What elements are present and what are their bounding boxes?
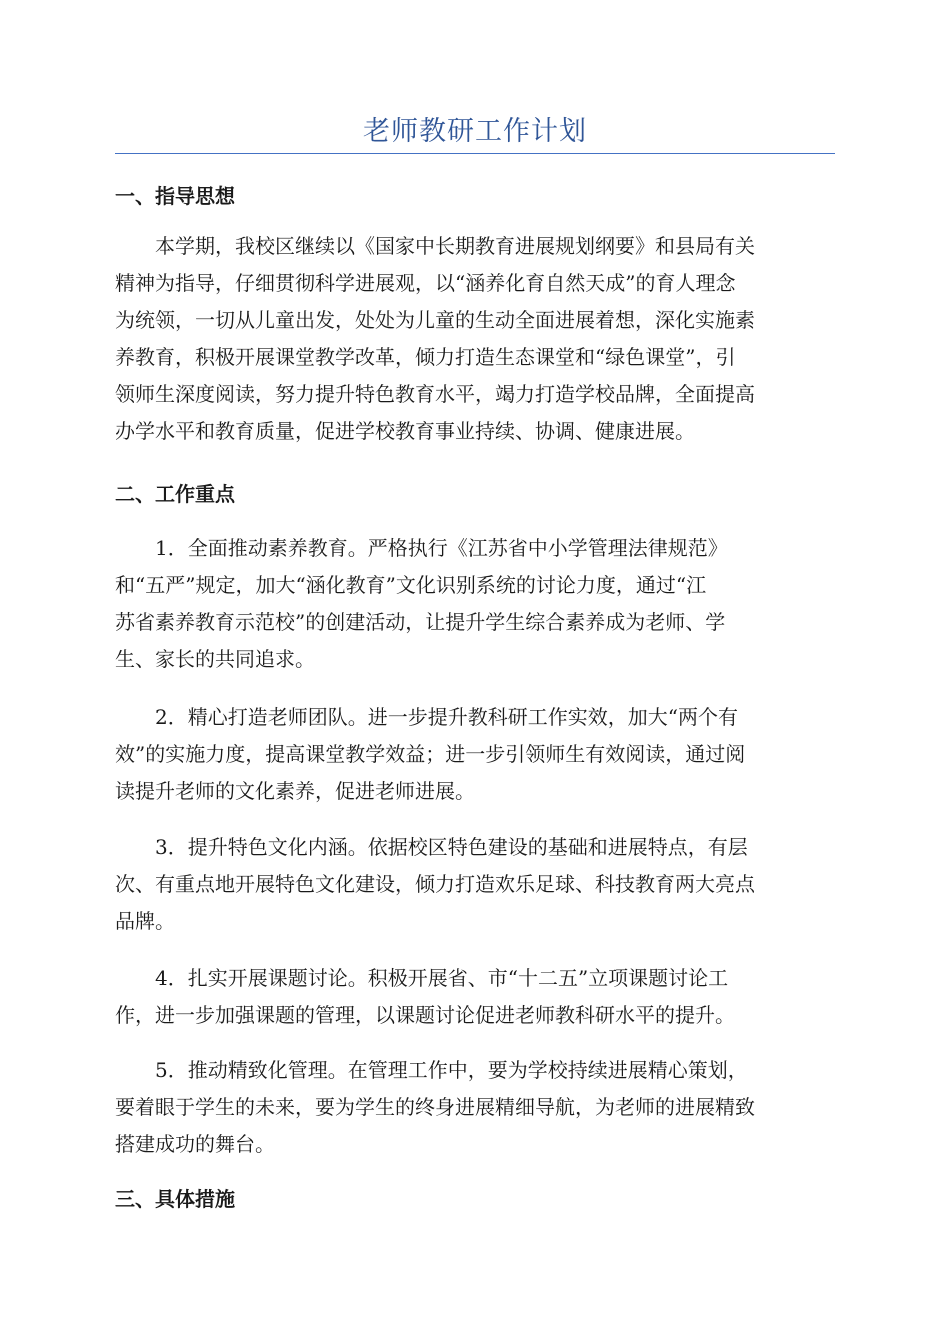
paragraph-focus-3 [115,829,835,940]
paragraph-line: 为统领，一切从儿童出发，处处为儿童的生动全面进展着想，深化实施素 [115,308,755,332]
paragraph-line: 领师生深度阅读，努力提升特色教育水平，竭力打造学校品牌，全面提高 [115,382,755,406]
paragraph-focus-5 [115,1052,835,1163]
paragraph-line: 次、有重点地开展特色文化建设，倾力打造欢乐足球、科技教育两大亮点 [115,872,755,896]
paragraph-line: 1．全面推动素养教育。严格执行《江苏省中小学管理法律规范》 [115,536,728,560]
document-title: 老师教研工作计划 [363,116,587,147]
paragraph-line: 3．提升特色文化内涵。依据校区特色建设的基础和进展特点，有层 [115,835,748,859]
paragraph-line: 和“五严”规定，加大“涵化教育”文化识别系统的讨论力度，通过“江 [115,573,707,597]
paragraph-guiding-ideology [115,228,835,450]
paragraph-focus-1 [115,530,835,678]
title-underline [115,153,835,154]
section-heading-guiding-ideology: 一、指导思想 [115,184,235,208]
paragraph-line: 精神为指导，仔细贯彻科学进展观，以“涵养化育自然天成”的育人理念 [115,271,736,295]
paragraph-line: 办学水平和教育质量，促进学校教育事业持续、协调、健康进展。 [115,419,695,443]
paragraph-line: 本学期，我校区继续以《国家中长期教育进展规划纲要》和县局有关 [115,234,755,258]
paragraph-line: 2．精心打造老师团队。进一步提升教科研工作实效，加大“两个有 [115,705,738,729]
paragraph-focus-4 [115,960,835,1034]
paragraph-line: 品牌。 [115,909,175,933]
paragraph-line: 搭建成功的舞台。 [115,1132,275,1156]
paragraph-line: 苏省素养教育示范校”的创建活动，让提升学生综合素养成为老师、学 [115,610,726,634]
paragraph-line: 读提升老师的文化素养，促进老师进展。 [115,779,475,803]
paragraph-line: 要着眼于学生的未来，要为学生的终身进展精细导航，为老师的进展精致 [115,1095,755,1119]
paragraph-line: 生、家长的共同追求。 [115,647,315,671]
paragraph-line: 作，进一步加强课题的管理，以课题讨论促进老师教科研水平的提升。 [115,1003,735,1027]
section-heading-specific-measures: 三、具体措施 [115,1187,235,1211]
paragraph-line: 效”的实施力度，提高课堂教学效益；进一步引领师生有效阅读，通过阅 [115,742,746,766]
section-heading-work-focus: 二、工作重点 [115,482,235,506]
paragraph-line: 5．推动精致化管理。在管理工作中，要为学校持续进展精心策划， [115,1058,748,1082]
paragraph-line: 养教育，积极开展课堂教学改革，倾力打造生态课堂和“绿色课堂”，引 [115,345,736,369]
paragraph-focus-2 [115,699,835,810]
paragraph-line: 4．扎实开展课题讨论。积极开展省、市“十二五”立项课题讨论工 [115,966,729,990]
